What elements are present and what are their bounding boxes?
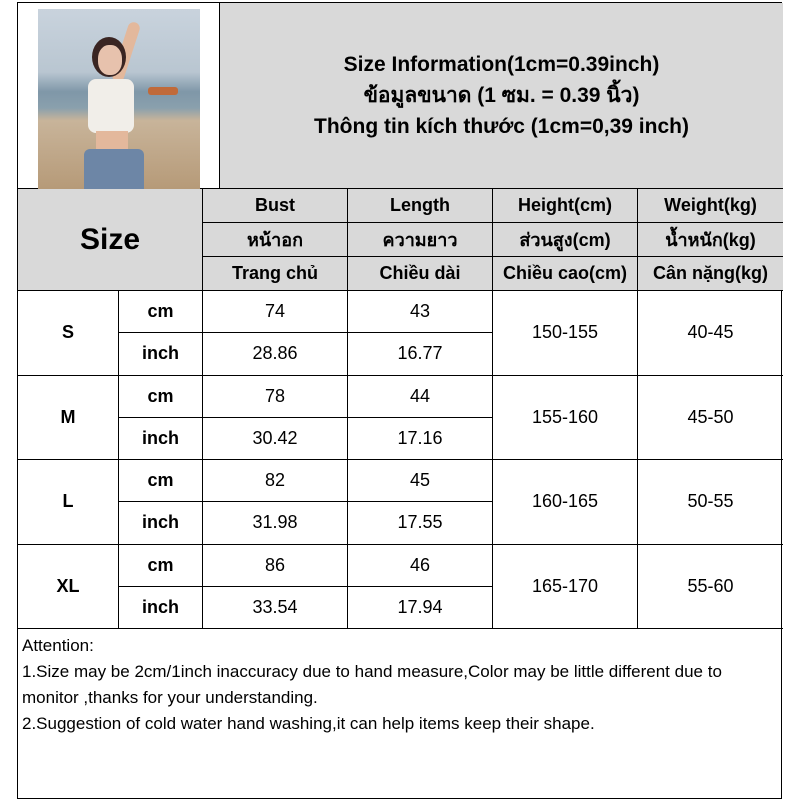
unit-cm-label: cm: [119, 545, 203, 587]
attention-line-1: 1.Size may be 2cm/1inch inaccuracy due to hand measure,Color may be little different due to monitor ,thanks for your understanding.: [22, 662, 722, 707]
column-header-3-vi: Cân nặng(kg): [638, 257, 783, 291]
height-range-value: 165-170: [493, 545, 638, 630]
bust-cm-value: 74: [203, 291, 348, 333]
waist-shape: [96, 131, 128, 151]
length-inch-value: 17.55: [348, 502, 493, 544]
column-header-1-vi: Chiều dài: [348, 257, 493, 291]
height-range-value: 150-155: [493, 291, 638, 376]
title-thai: ข้อมูลขนาด (1 ซม. = 0.39 นิ้ว): [363, 84, 640, 107]
length-cm-value: 44: [348, 376, 493, 418]
column-header-2-en: Height(cm): [493, 189, 638, 223]
bust-cm-value: 82: [203, 460, 348, 502]
column-header-0-th: หน้าอก: [203, 223, 348, 257]
size-info-title: [220, 3, 783, 189]
length-inch-value: 17.16: [348, 418, 493, 460]
column-header-1-en: Length: [348, 189, 493, 223]
weight-range-value: 45-50: [638, 376, 783, 461]
bust-cm-value: 86: [203, 545, 348, 587]
bust-inch-value: 28.86: [203, 333, 348, 375]
column-header-3-en: Weight(kg): [638, 189, 783, 223]
boat-shape: [148, 87, 178, 95]
column-header-2-vi: Chiều cao(cm): [493, 257, 638, 291]
jeans-shape: [84, 149, 144, 189]
column-header-3-th: น้ำหนัก(kg): [638, 223, 783, 257]
column-header-0-vi: Trang chủ: [203, 257, 348, 291]
unit-cm-label: cm: [119, 376, 203, 418]
attention-line-2: 2.Suggestion of cold water hand washing,it can help items keep their shape.: [22, 714, 595, 733]
size-header: Size: [18, 189, 203, 291]
attention-note: [18, 629, 783, 800]
length-inch-value: 16.77: [348, 333, 493, 375]
model-photo: [38, 9, 200, 189]
bust-inch-value: 33.54: [203, 587, 348, 629]
length-cm-value: 46: [348, 545, 493, 587]
unit-inch-label: inch: [119, 333, 203, 375]
unit-inch-label: inch: [119, 587, 203, 629]
bust-cm-value: 78: [203, 376, 348, 418]
length-cm-value: 43: [348, 291, 493, 333]
unit-inch-label: inch: [119, 418, 203, 460]
attention-label: Attention:: [22, 636, 94, 655]
model-photo-cell: [18, 3, 220, 189]
size-label: XL: [18, 545, 119, 630]
weight-range-value: 55-60: [638, 545, 783, 630]
unit-cm-label: cm: [119, 460, 203, 502]
size-label: S: [18, 291, 119, 376]
face-shape: [98, 45, 122, 75]
bust-inch-value: 30.42: [203, 418, 348, 460]
length-cm-value: 45: [348, 460, 493, 502]
height-range-value: 155-160: [493, 376, 638, 461]
size-label: L: [18, 460, 119, 545]
size-label: M: [18, 376, 119, 461]
column-header-1-th: ความยาว: [348, 223, 493, 257]
unit-cm-label: cm: [119, 291, 203, 333]
length-inch-value: 17.94: [348, 587, 493, 629]
weight-range-value: 40-45: [638, 291, 783, 376]
column-header-0-en: Bust: [203, 189, 348, 223]
column-header-2-th: ส่วนสูง(cm): [493, 223, 638, 257]
weight-range-value: 50-55: [638, 460, 783, 545]
bust-inch-value: 31.98: [203, 502, 348, 544]
height-range-value: 160-165: [493, 460, 638, 545]
title-vietnamese: Thông tin kích thước (1cm=0,39 inch): [314, 115, 689, 138]
unit-inch-label: inch: [119, 502, 203, 544]
top-shape: [88, 79, 134, 133]
title-english: Size Information(1cm=0.39inch): [343, 53, 660, 76]
size-chart: [17, 2, 782, 799]
